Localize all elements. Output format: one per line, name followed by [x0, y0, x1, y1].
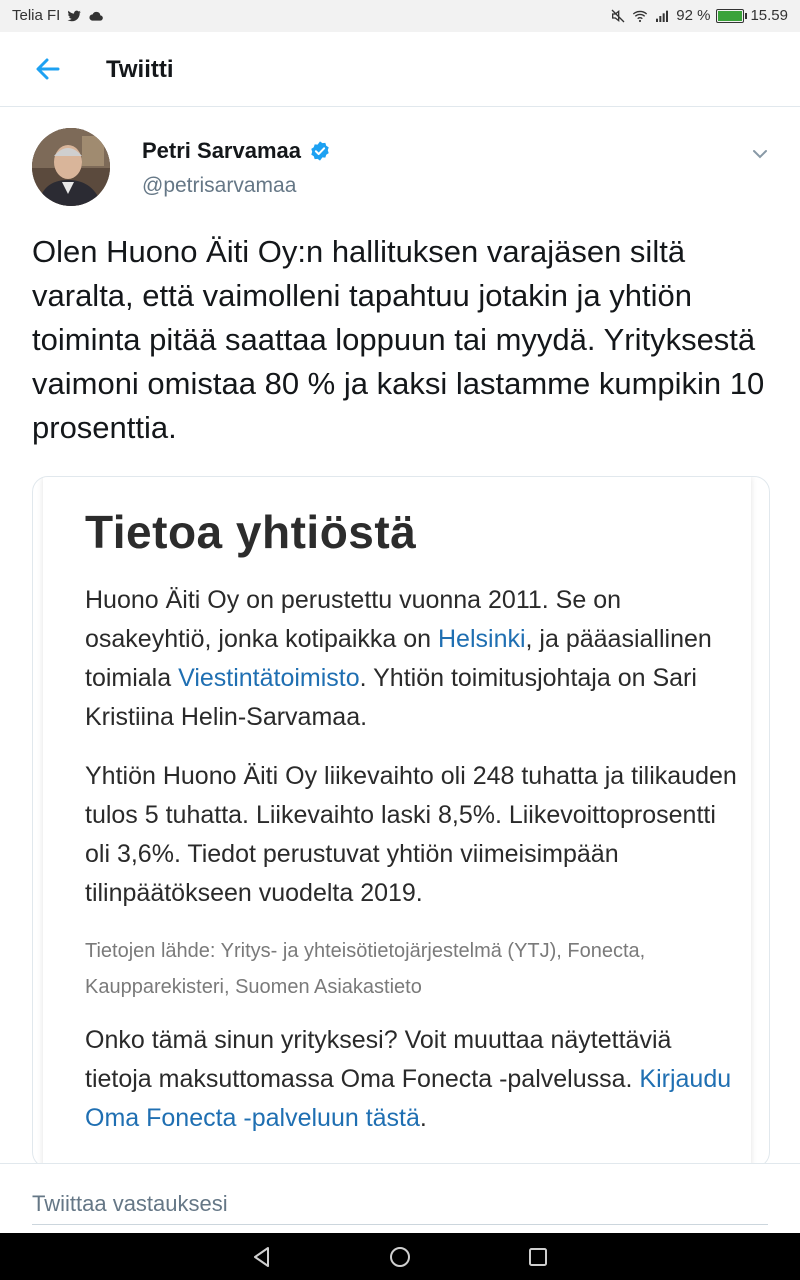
status-bar-right: [610, 7, 788, 24]
reply-bar: [0, 1163, 800, 1234]
financials-paragraph: Yhtiön Huono Äiti Oy liikevaihto oli 248 tuhatta ja tilikauden tulos 5 tuhatta. Liikevaihto laski 8,5%. Liikevoittoprosentti oli 3,6%. Tiedot perustuvat yhtiön viimeisimpään tilinpäätökseen vuodelta 2019.: [85, 762, 737, 907]
status-bar-left: [12, 7, 104, 24]
wifi-icon: [632, 8, 648, 24]
prompt-text-a: Onko tämä sinun yrityksesi? Voit muuttaa näytettäviä tietoja maksuttomassa Oma Fonecta -palvelussa.: [85, 1026, 672, 1093]
twitter-icon: [66, 8, 82, 24]
intro-text-c: . Yhtiön toimitusjohtaja on Sari Kristiina Helin-Sarvamaa.: [85, 664, 697, 731]
company-intro-paragraph: [85, 581, 745, 737]
clock: 15.59: [750, 7, 788, 24]
nav-home-icon[interactable]: [386, 1243, 414, 1271]
reply-input[interactable]: [32, 1184, 768, 1225]
verified-badge-icon: [309, 140, 331, 162]
nav-recents-icon[interactable]: [524, 1243, 552, 1271]
tweet-text: Olen Huono Äiti Oy:n hallituksen varajäsen siltä varalta, että vaimolleni tapahtuu jotakin ja yhtiön toiminta pitää saattaa loppuun tai myydä. Yrityksestä vaimoni omistaa 80 % ja kaksi lastamme kumpikin 10 prosenttia.: [32, 234, 765, 445]
author-avatar[interactable]: [32, 128, 110, 206]
source-note: Tietojen lähde: Yritys- ja yhteisötietojärjestelmä (YTJ), Fonecta, Kaupparekisteri, Suomen Asiakastieto: [85, 940, 646, 998]
prompt-text-b: .: [419, 1104, 427, 1132]
tweet-media-image[interactable]: [32, 476, 770, 1168]
author-name[interactable]: Petri Sarvamaa: [142, 138, 301, 163]
carrier-label: Telia FI: [12, 7, 61, 24]
status-bar: [0, 0, 800, 32]
chevron-down-icon[interactable]: [748, 142, 772, 166]
oma-fonecta-login-link: Kirjaudu Oma Fonecta -palveluun tästä: [85, 1065, 732, 1132]
card-title: Tietoa yhtiöstä: [85, 506, 417, 558]
top-app-bar: [0, 32, 800, 107]
viestintatoimisto-link: Viestintätoimisto: [178, 664, 360, 692]
battery-percent: 92 %: [676, 7, 711, 24]
mute-icon: [610, 8, 626, 24]
back-arrow-icon[interactable]: [30, 54, 66, 84]
page-title: Twiitti: [106, 56, 174, 83]
cloud-icon: [88, 8, 104, 24]
nav-back-icon[interactable]: [248, 1243, 276, 1271]
ownership-prompt-paragraph: [85, 1021, 745, 1138]
intro-text-b: , ja pääasiallinen toimiala: [85, 625, 712, 692]
author-name-row[interactable]: [142, 138, 331, 164]
author-handle[interactable]: @petrisarvamaa: [142, 174, 297, 197]
avatar-image: [32, 128, 110, 206]
battery-icon: [716, 9, 744, 23]
signal-icon: [654, 8, 670, 24]
helsinki-link: Helsinki: [438, 625, 526, 653]
media-screenshot: [43, 477, 751, 1167]
system-navigation-bar: [0, 1233, 800, 1280]
intro-text-a: Huono Äiti Oy on perustettu vuonna 2011. Se on osakeyhtiö, jonka kotipaikka on: [85, 586, 622, 653]
